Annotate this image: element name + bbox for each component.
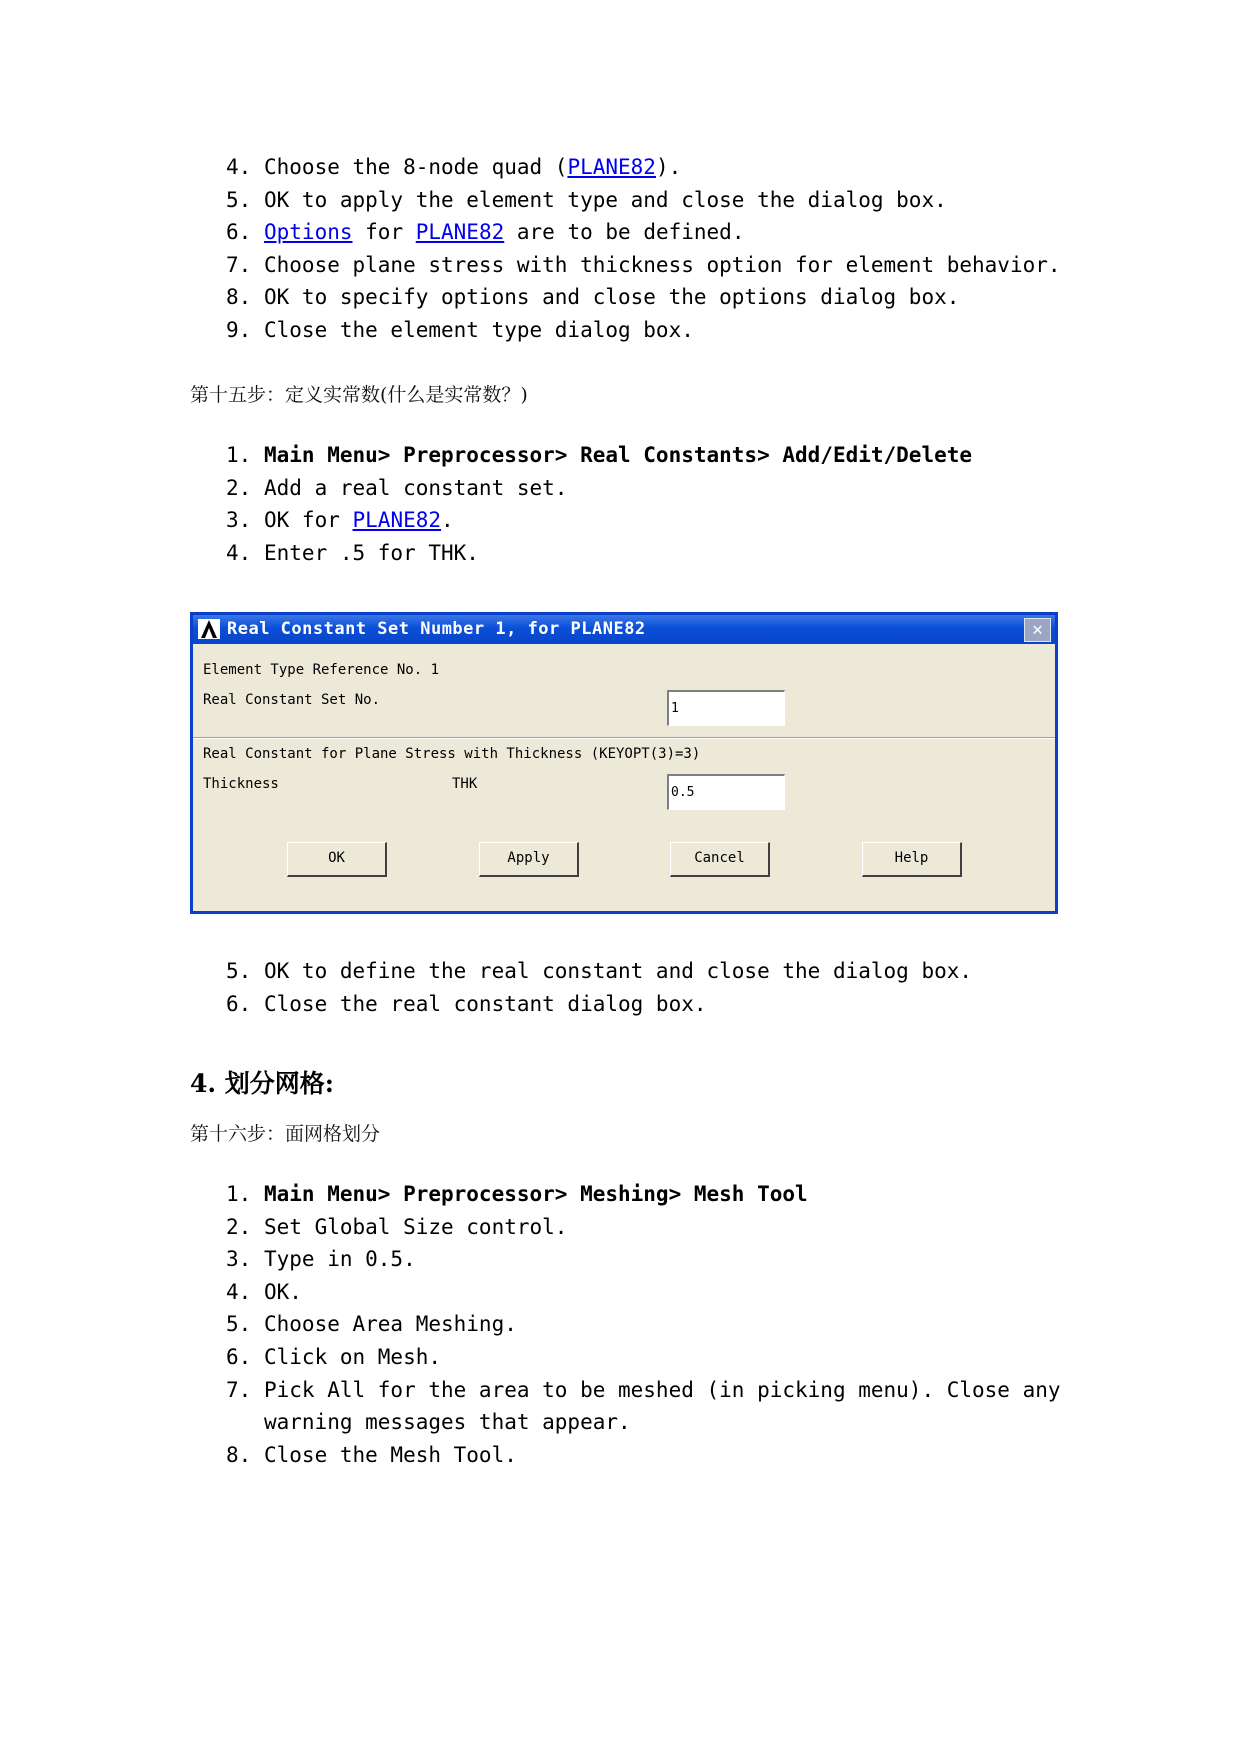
list-item-text: [264, 184, 947, 217]
list-item-text: [264, 1374, 1061, 1407]
list-item-text: [264, 314, 694, 347]
text-segment: OK to define the real constant and close the dialog box.: [264, 959, 973, 983]
close-icon[interactable]: ✕: [1024, 618, 1051, 642]
real-constant-set-input[interactable]: [667, 690, 785, 726]
list-item-number: 1.: [226, 1182, 252, 1206]
dialog-separator: [193, 737, 1055, 739]
text-segment: OK to specify options and close the options dialog box.: [264, 285, 960, 310]
list-item-text: [264, 216, 744, 249]
list-item-text: [264, 1243, 416, 1276]
text-segment: .: [441, 508, 454, 533]
text-segment: Enter .5 for THK.: [264, 540, 479, 565]
text-segment: OK for: [264, 508, 353, 533]
thk-label: THK: [452, 776, 478, 792]
list-item-number: 7.: [226, 1377, 252, 1402]
list-item-text: [264, 151, 681, 184]
list-item-text: [264, 1308, 517, 1341]
list-item-text: [264, 1276, 302, 1309]
list-item-number: 1.: [226, 443, 252, 467]
link-plane82[interactable]: PLANE82: [415, 220, 505, 245]
text-segment: for: [352, 220, 416, 245]
ok-button[interactable]: OK: [287, 842, 387, 877]
list-item-number: 5.: [226, 1312, 252, 1337]
section-4-heading: 4. 划分网格:: [190, 1069, 335, 1098]
menu-path: Main Menu> Preprocessor> Meshing> Mesh Tool: [264, 1182, 808, 1206]
list-item-number: 4.: [226, 1279, 252, 1304]
text-segment: Close the element type dialog box.: [264, 317, 694, 342]
list-item-number: 6.: [226, 991, 252, 1016]
thickness-input[interactable]: [667, 774, 785, 810]
text-segment: Add a real constant set.: [264, 475, 568, 500]
list-item-number: 3.: [226, 508, 252, 533]
list-item-number: 9.: [226, 317, 252, 342]
list-item-text: [264, 281, 959, 314]
list-item-text: [264, 988, 707, 1021]
list-item-number: 6.: [226, 220, 252, 245]
list-item-text: [264, 1178, 808, 1211]
text-segment: Click on Mesh.: [264, 1344, 442, 1369]
element-type-reference: Element Type Reference No. 1: [203, 662, 440, 678]
dialog-titlebar[interactable]: [193, 615, 1055, 644]
list-item-text: [264, 955, 972, 988]
link-options[interactable]: Options: [264, 220, 353, 245]
help-button[interactable]: Help: [862, 842, 962, 877]
text-segment: Set Global Size control.: [264, 1214, 568, 1239]
list-item-text: [264, 1406, 631, 1439]
list-item-text: [264, 1211, 567, 1244]
real-constant-set-label: Real Constant Set No.: [203, 692, 381, 708]
list-item-number: 4.: [226, 155, 252, 179]
list-item-number: 2.: [226, 475, 252, 500]
step-15-label: 第十五步：定义实常数(什么是实常数？): [190, 384, 528, 406]
text-segment: Type in 0.5.: [264, 1247, 416, 1272]
text-segment: are to be defined.: [504, 220, 745, 245]
ansys-logo-icon: [198, 619, 220, 639]
link-plane82[interactable]: PLANE82: [567, 155, 656, 179]
list-item-number: 7.: [226, 252, 252, 277]
list-item-number: 2.: [226, 1214, 252, 1239]
real-constant-dialog: [190, 612, 1058, 914]
section-label: Real Constant for Plane Stress with Thickness (KEYOPT(3)=3): [203, 746, 701, 762]
text-segment: OK.: [264, 1279, 302, 1304]
thickness-label: Thickness: [203, 776, 279, 792]
list-item-text: [264, 249, 1061, 282]
text-segment: Choose plane stress with thickness option for element behavior.: [264, 252, 1061, 277]
list-item-text: [264, 537, 479, 570]
step-16-label: 第十六步：面网格划分: [190, 1123, 381, 1145]
list-item-number: 8.: [226, 1442, 252, 1467]
text-segment: Close the Mesh Tool.: [264, 1442, 517, 1467]
list-item-text: [264, 1341, 441, 1374]
list-item-text: [264, 439, 972, 472]
menu-path: Main Menu> Preprocessor> Real Constants> Add/Edit/Delete: [264, 443, 973, 467]
link-plane82[interactable]: PLANE82: [352, 508, 442, 533]
list-item-number: 3.: [226, 1247, 252, 1272]
list-item-number: 5.: [226, 187, 252, 212]
dialog-title: Real Constant Set Number 1, for PLANE82: [227, 619, 646, 639]
list-item-number: 4.: [226, 540, 252, 565]
list-item-number: 8.: [226, 285, 252, 310]
text-segment: warning messages that appear.: [264, 1410, 631, 1435]
text-segment: Close the real constant dialog box.: [264, 991, 707, 1016]
list-item-text: [264, 472, 567, 505]
list-item-number: 5.: [226, 959, 252, 983]
list-item-text: [264, 504, 454, 537]
list-item-number: 6.: [226, 1344, 252, 1369]
text-segment: Pick All for the area to be meshed (in picking menu). Close any: [264, 1377, 1061, 1402]
text-segment: OK to apply the element type and close the dialog box.: [264, 187, 947, 212]
text-segment: Choose Area Meshing.: [264, 1312, 517, 1337]
apply-button[interactable]: Apply: [479, 842, 579, 877]
cancel-button[interactable]: Cancel: [670, 842, 770, 877]
list-item-text: [264, 1439, 517, 1472]
text-segment: ).: [655, 155, 682, 179]
text-segment: Choose the 8-node quad (: [264, 155, 568, 179]
